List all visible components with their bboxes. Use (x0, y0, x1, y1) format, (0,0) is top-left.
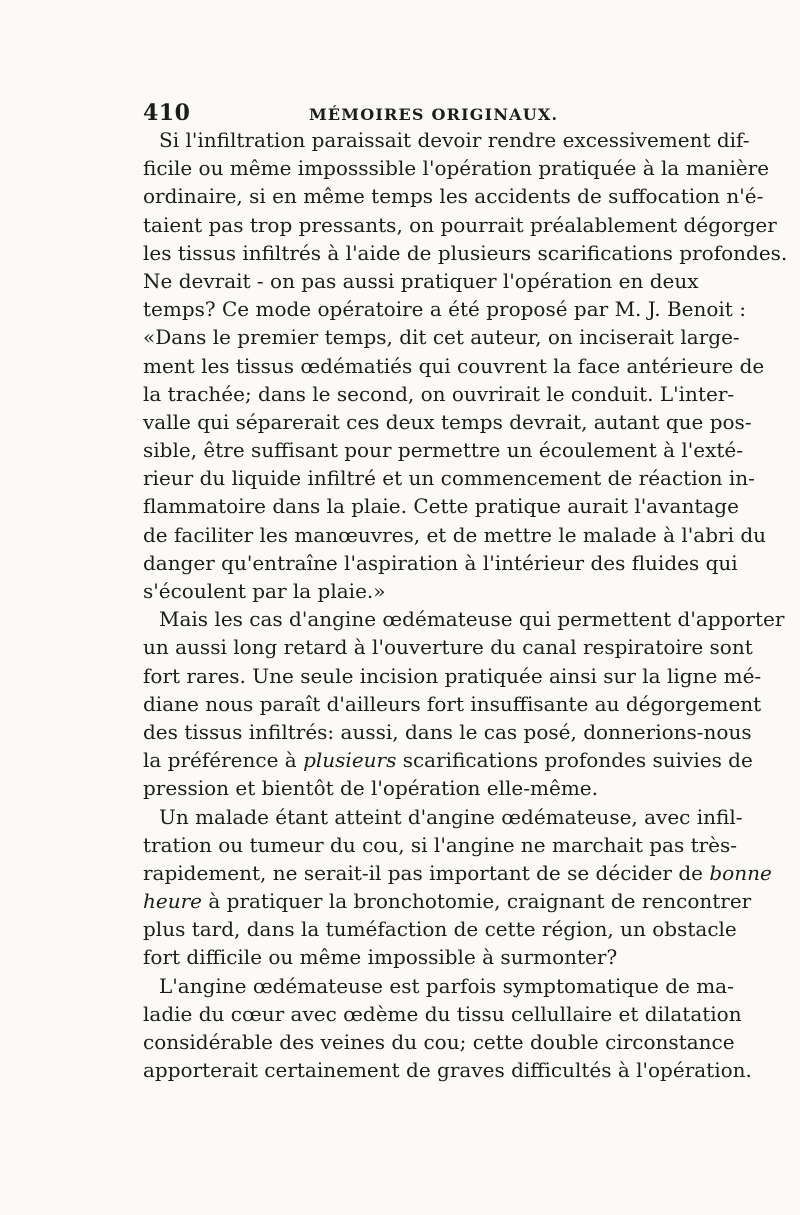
text-line: plus tard, dans la tuméfaction de cette région, un obstacle (143, 917, 737, 942)
text-line: diane nous paraît d'ailleurs fort insuffisante au dégorgement (143, 691, 762, 716)
text-line: ordinaire, si en même temps les accidents de suffocation n'é- (143, 184, 764, 209)
text-line: Mais les cas d'angine œdémateuse qui permettent d'apporter (159, 607, 785, 632)
text-line: fort rares. Une seule incision pratiquée ainsi sur la ligne mé- (143, 663, 762, 688)
text-line: pression et bientôt de l'opération elle-même. (143, 776, 598, 801)
text-line: s'écoulent par la plaie.» (143, 579, 386, 603)
text-line: apporterait certainement de graves difficultés à l'opération. (143, 1058, 752, 1083)
text-line: Ne devrait - on pas aussi pratiquer l'opération en deux (143, 268, 699, 293)
text-line: la préférence à plusieurs scarifications profondes suivies de (143, 748, 753, 773)
text-line: la trachée; dans le second, on ouvrirait le conduit. L'inter- (143, 381, 735, 406)
text-line: fort difficile ou même impossible à surmonter? (143, 945, 618, 970)
text-line: rapidement, ne serait-il pas important de se décider de bonne (143, 860, 772, 885)
text-line: danger qu'entraîne l'aspiration à l'intérieur des fluides qui (143, 550, 738, 575)
text-line: taient pas trop pressants, on pourrait préalablement dégorger (143, 212, 777, 237)
text-line: «Dans le premier temps, dit cet auteur, on inciserait large- (143, 325, 740, 350)
page-number: 410 (143, 100, 191, 126)
text-line: rieur du liquide infiltré et un commencement de réaction in- (143, 466, 755, 491)
paragraph (143, 605, 785, 802)
paragraph (143, 972, 752, 1085)
text-line: valle qui séparerait ces deux temps devrait, autant que pos- (143, 409, 752, 434)
text-line: tration ou tumeur du cou, si l'angine ne marchait pas très- (143, 832, 738, 857)
text-line: Si l'infiltration paraissait devoir rendre excessivement dif- (159, 128, 750, 152)
text-line: ment les tissus œdématiés qui couvrent la face antérieure de (143, 353, 765, 378)
text-line: les tissus infiltrés à l'aide de plusieurs scarifications profondes. (143, 240, 788, 265)
page-body (143, 126, 788, 1084)
text-line: considérable des veines du cou; cette double circonstance (143, 1030, 735, 1054)
text-line: L'angine œdémateuse est parfois symptomatique de ma- (159, 973, 734, 998)
text-line: temps? Ce mode opératoire a été proposé par M. J. Benoit : (143, 297, 746, 322)
paragraph (143, 803, 772, 972)
text-line: Un malade étant atteint d'angine œdémateuse, avec infil- (159, 804, 743, 829)
text-line: heure à pratiquer la bronchotomie, craignant de rencontrer (143, 889, 752, 914)
text-line: de faciliter les manœuvres, et de mettre le malade à l'abri du (143, 522, 767, 547)
paragraph (143, 126, 788, 605)
text-line: flammatoire dans la plaie. Cette pratique aurait l'avantage (143, 494, 739, 519)
text-line: sible, être suffisant pour permettre un écoulement à l'exté- (143, 438, 744, 463)
running-title: MÉMOIRES ORIGINAUX. (309, 105, 559, 124)
text-line: un aussi long retard à l'ouverture du canal respiratoire sont (143, 635, 753, 660)
text-line: ladie du cœur avec œdème du tissu cellullaire et dilatation (143, 1001, 742, 1026)
text-line: des tissus infiltrés: aussi, dans le cas posé, donnerions-nous (143, 719, 752, 744)
text-line: ficile ou même imposssible l'opération pratiquée à la manière (143, 156, 770, 181)
